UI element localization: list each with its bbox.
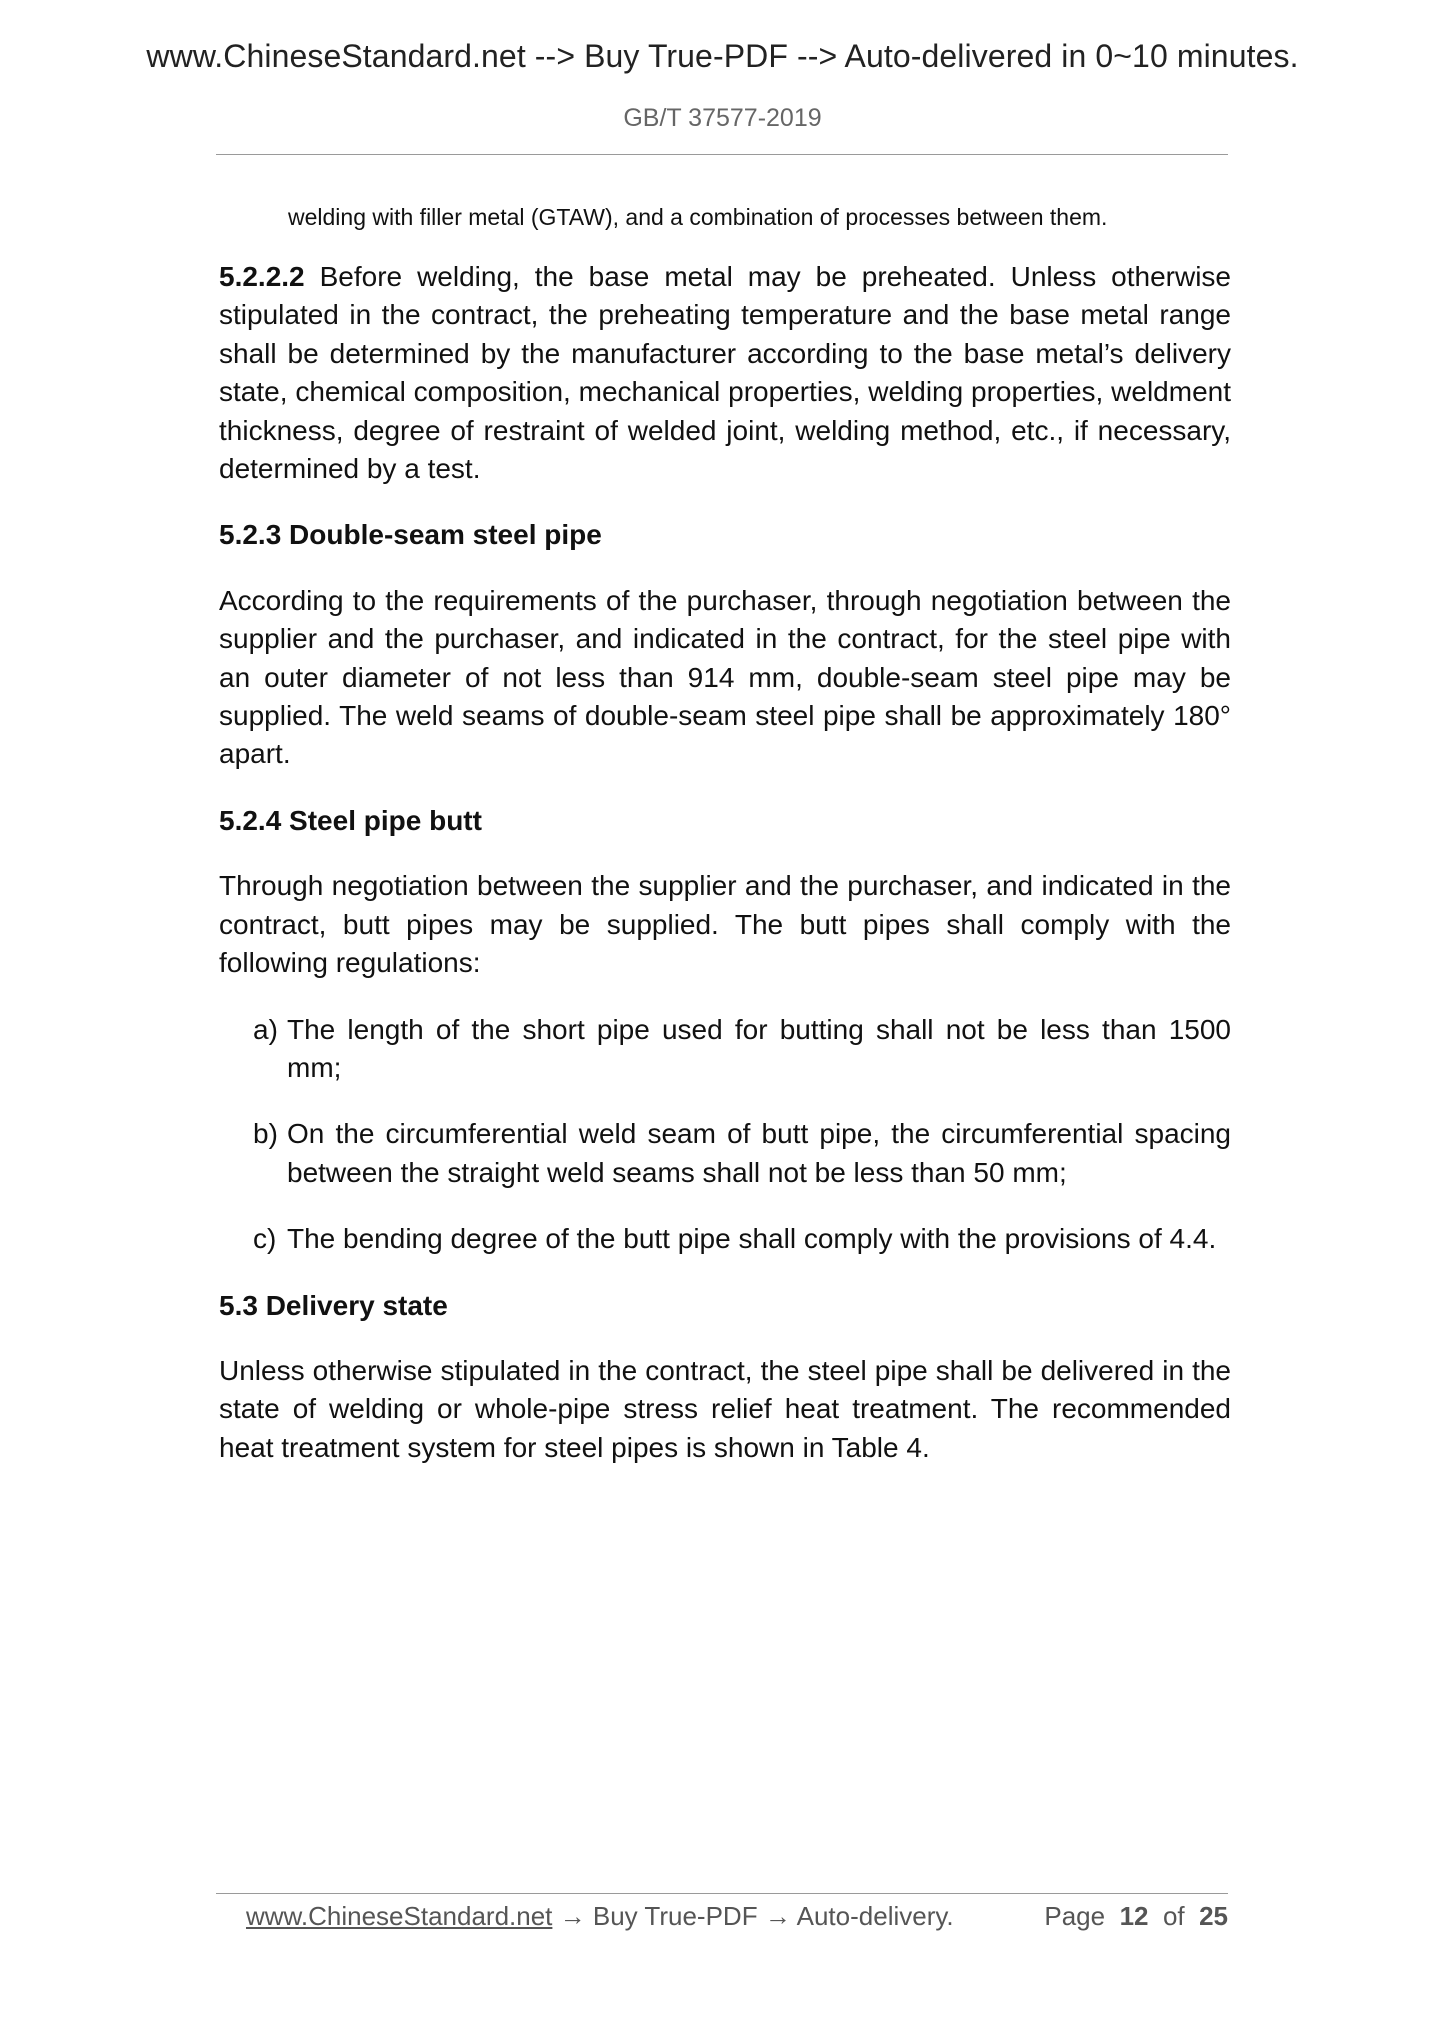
clause-5-2-3-text: According to the requirements of the purchaser, through negotiation between the supplier and the purchaser, and indicated in the contract, for the steel pipe with an outer diameter of not less than 914 mm, double-seam steel pipe may be supplied. The weld seams of double-seam steel pipe shall be approximately 180° apart. bbox=[219, 584, 1231, 770]
list-item-a bbox=[219, 1011, 1231, 1088]
document-number: GB/T 37577-2019 bbox=[623, 104, 822, 132]
list-marker: a) bbox=[253, 1013, 278, 1045]
page-footer bbox=[246, 1898, 1228, 1934]
continuation-text: welding with filler metal (GTAW), and a combination of processes between them. bbox=[288, 204, 1108, 230]
list-item-text: The length of the short pipe used for butting shall not be less than 1500 mm; bbox=[287, 1013, 1231, 1083]
header-divider bbox=[216, 154, 1228, 155]
heading-5-2-3: 5.2.3 Double-seam steel pipe bbox=[219, 519, 602, 551]
list-item-text: The bending degree of the butt pipe shall comply with the provisions of 4.4. bbox=[287, 1223, 1217, 1255]
clause-number: 5.2.2.2 bbox=[219, 261, 305, 292]
clause-5-2-2-2 bbox=[219, 258, 1231, 488]
footer-delivery-text: Auto-delivery. bbox=[796, 1901, 954, 1931]
list-marker: c) bbox=[253, 1223, 277, 1255]
page-content bbox=[219, 202, 1231, 1467]
arrow-right-icon: → bbox=[764, 1901, 791, 1931]
of-label: of bbox=[1162, 1901, 1185, 1931]
footer-site-link[interactable]: www.ChineseStandard.net bbox=[246, 1901, 553, 1931]
clause-text: Before welding, the base metal may be preheated. Unless otherwise stipulated in the contract, the preheating temperature and the base metal range shall be determined by the manufacturer according to the base metal’s delivery state, chemical composition, mechanical properties, welding properties, weldment thickness, degree of restraint of welded joint, welding method, etc., if necessary, determined by a test. bbox=[219, 261, 1231, 485]
clause-5-2-4-text: Through negotiation between the supplier and the purchaser, and indicated in the contract, butt pipes may be supplied. The butt pipes shall comply with the following regulations: bbox=[219, 870, 1231, 979]
footer-divider bbox=[216, 1893, 1228, 1894]
list-marker: b) bbox=[253, 1118, 278, 1150]
site-banner: www.ChineseStandard.net --> Buy True-PDF --> Auto-delivered in 0~10 minutes. bbox=[146, 38, 1299, 74]
heading-5-3: 5.3 Delivery state bbox=[219, 1289, 448, 1321]
list-item-c bbox=[219, 1220, 1231, 1258]
page-indicator bbox=[1044, 1898, 1228, 1934]
list-item-text: On the circumferential weld seam of butt pipe, the circumferential spacing between the straight weld seams shall not be less than 50 mm; bbox=[287, 1118, 1231, 1188]
arrow-right-icon: → bbox=[559, 1901, 586, 1931]
page-label: Page bbox=[1044, 1901, 1106, 1931]
footer-buy-text: Buy True-PDF bbox=[592, 1901, 758, 1931]
heading-5-2-4: 5.2.4 Steel pipe butt bbox=[219, 804, 482, 836]
total-pages: 25 bbox=[1199, 1901, 1228, 1931]
list-item-b bbox=[219, 1115, 1231, 1192]
clause-5-3-text: Unless otherwise stipulated in the contract, the steel pipe shall be delivered in the state of welding or whole-pipe stress relief heat treatment. The recommended heat treatment system for steel pipes is shown in Table 4. bbox=[219, 1354, 1231, 1463]
page-number: 12 bbox=[1119, 1901, 1149, 1931]
